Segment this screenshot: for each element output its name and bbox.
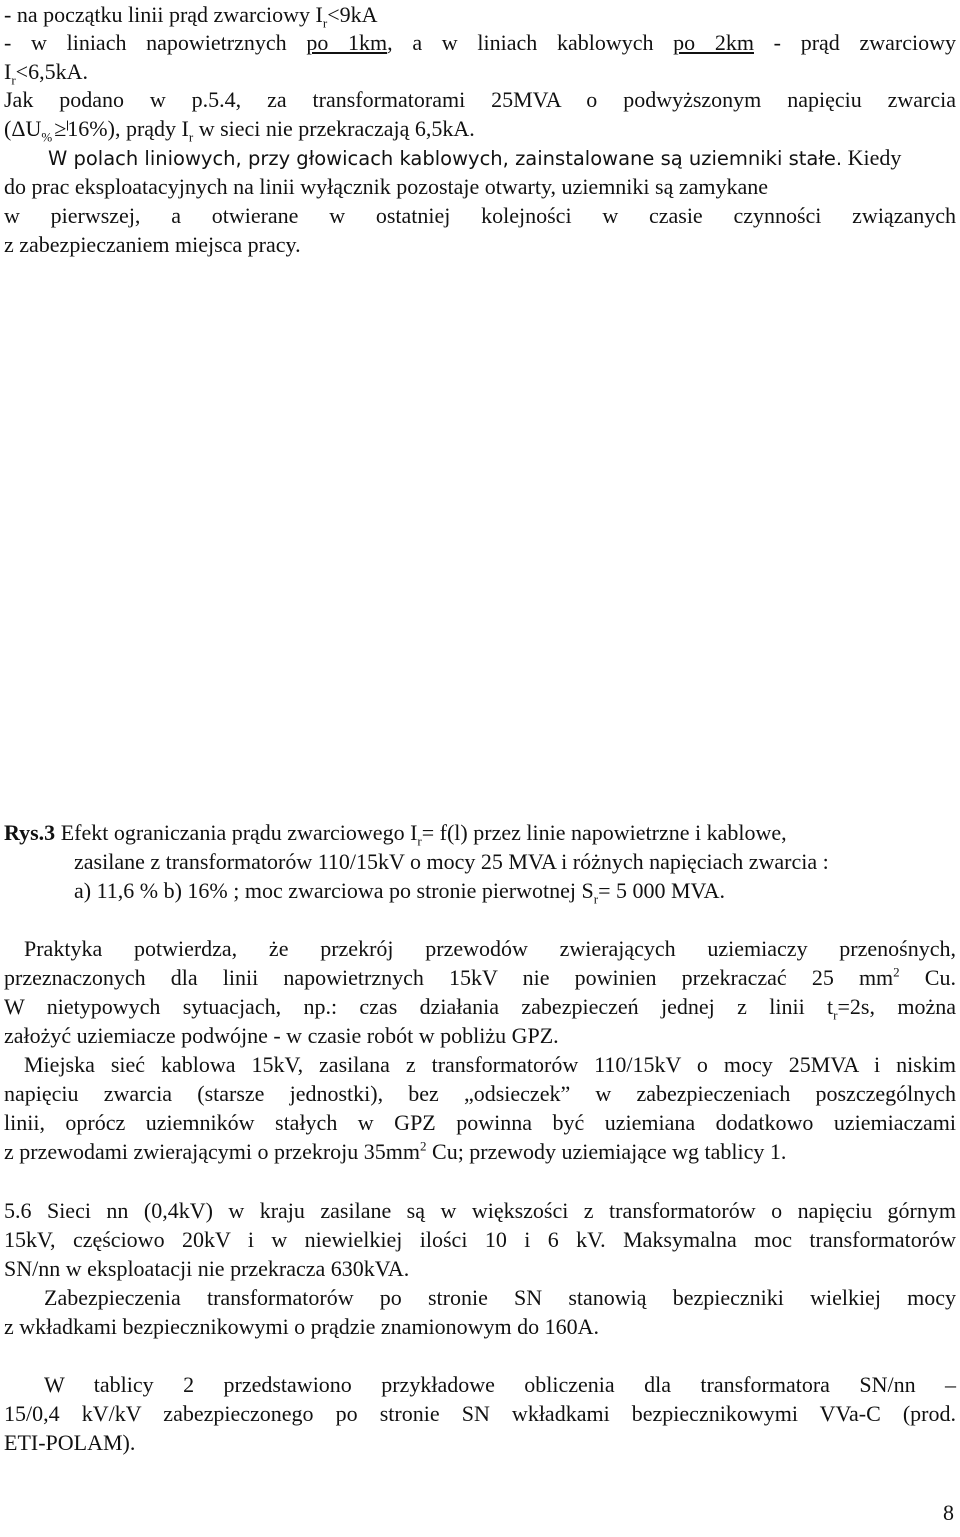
figure-caption-line-1: Rys.3 Efekt ograniczania prądu zwarciowego $I_r= f(l)$ przez linie napowietrzne i kablowe, [4,820,787,849]
page-number: 8 [943,1500,954,1525]
uziemniki-line-1: W polach liniowych, przy głowicach kablowych, zainstalowane są uziemniki stałe. Kiedy [48,145,902,170]
tablica-line-2: 15/0,4 kV/kV zabezpieczonego po stronie SN wkładkami bezpiecznikowymi VVa-C (prod. [4,1401,956,1426]
section-5-6-line-2: 15kV, częściowo 20kV i w niewielkiej ilości 10 i 6 kV. Maksymalna moc transformatorów [4,1227,956,1252]
section-5-6-line-3: SN/nn w eksploatacji nie przekracza 630kVA. [4,1256,410,1281]
miejska-line-4: z przewodami zwierającymi o przekroju $35mm^2$ Cu; przewody uziemiające wg tablicy 1. [4,1138,787,1164]
praktyka-line-3: W nietypowych sytuacjach, np.: czas działania zabezpieczeń jednej z linii $t_r=2s$, można [4,994,956,1023]
praktyka-line-2: przeznaczonych dla linii napowietrznych 15kV nie powinien przekraczać 25 $mm^2$ Cu. [4,964,956,990]
intro-line-4: Jak podano w p.5.4, za transformatorami 25MVA o podwyższonym napięciu zwarcia [4,87,956,112]
section-5-6-line-1: 5.6 Sieci nn (0,4kV) w kraju zasilane są w większości z transformatorów o napięciu górnym [4,1198,956,1223]
zabezpieczenia-line-2: z wkładkami bezpiecznikowymi o prądzie znamionowym do 160A. [4,1314,600,1339]
figure-caption-line-3: a) 11,6 % b) 16% ; moc zwarciowa po stronie pierwotnej $S_r= 5$ 000 MVA. [74,878,725,907]
figure-caption-line-2: zasilane z transformatorów 110/15kV o mocy 25 MVA i różnych napięciach zwarcia : [74,849,829,874]
intro-line-5: $(\Delta U_{\%}\ge 16\%)$, prądy $I_r$ w sieci nie przekraczają 6,5kA. [4,116,475,145]
greater-equal-symbol: ≥ [54,114,66,144]
tablica-line-1: W tablicy 2 przedstawiono przykładowe obliczenia dla transformatora SN/nn – [44,1372,956,1397]
uziemniki-line-2: do prac eksploatacyjnych na linii wyłącznik pozostaje otwarty, uziemniki są zamykane [4,174,769,199]
figure-label: Rys.3 [4,820,56,845]
uziemniki-line-4: z zabezpieczaniem miejsca pracy. [4,232,301,257]
praktyka-line-4: założyć uziemiacze podwójne - w czasie robót w pobliżu GPZ. [4,1023,559,1048]
uziemniki-line-3: w pierwszej, a otwierane w ostatniej kolejności w czasie czynności związanych [4,203,956,228]
praktyka-line-1: Praktyka potwierdza, że przekrój przewodów zwierających uziemiaczy przenośnych, [24,936,956,961]
intro-line-3: $I_r<6,5kA$. [4,59,88,88]
miejska-line-3: linii, oprócz uziemników stałych w GPZ powinna być uziemiana dodatkowo uziemiaczami [4,1110,956,1135]
underlined-2km: po 2km [673,30,754,55]
intro-line-2: - w liniach napowietrznych po 1km, a w liniach kablowych po 2km - prąd zwarciowy [4,30,956,55]
intro-line-1: - na początku linii prąd zwarciowy $I_r<9kA$ [4,2,378,31]
miejska-line-1: Miejska sieć kablowa 15kV, zasilana z transformatorów 110/15kV o mocy 25MVA i niskim [24,1052,956,1077]
tablica-line-3: ETI-POLAM). [4,1430,136,1455]
miejska-line-2: napięciu zwarcia (starsze jednostki), bez „odsieczek” w zabezpieczeniach poszczególnych [4,1081,956,1106]
zabezpieczenia-line-1: Zabezpieczenia transformatorów po stronie SN stanowią bezpieczniki wielkiej mocy [44,1285,956,1310]
underlined-1km: po 1km [306,30,388,55]
